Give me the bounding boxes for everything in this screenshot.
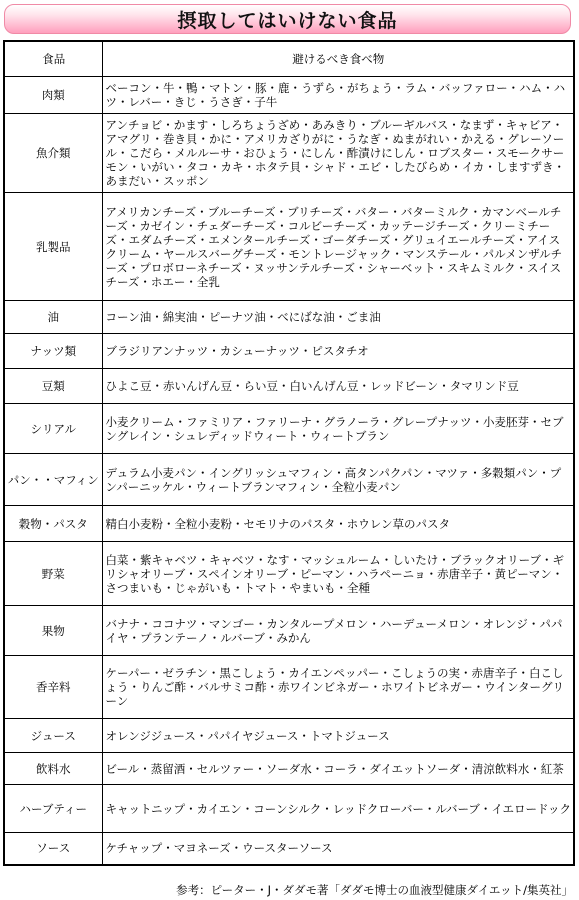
- category-cell: 香辛料: [4, 656, 102, 719]
- table-row: [4, 506, 574, 542]
- table-row: [4, 542, 574, 606]
- table-row: [4, 753, 574, 785]
- category-cell: ハーブティー: [4, 785, 102, 833]
- category-cell: パン・・マフィン: [4, 454, 102, 506]
- items-cell: ビール・蒸留酒・セルツァー・ソーダ水・コーラ・ダイエットソーダ・清涼飲料水・紅茶: [102, 753, 574, 785]
- source-citation: 参考：ピーター・J・ダダモ著「ダダモ博士の血液型健康ダイエット/集英社」: [176, 883, 573, 897]
- items-cell: ベーコン・牛・鴨・マトン・豚・鹿・うずら・がちょう・ラム・バッファロー・ハム・ハツ・レバー・きじ・うさぎ・子牛: [102, 77, 574, 114]
- header-food: 食品: [4, 41, 102, 77]
- category-cell: 穀物・パスタ: [4, 506, 102, 542]
- table-row: [4, 77, 574, 114]
- items-cell: アンチョビ・かます・しろちょうざめ・あみきり・ブルーギルバス・なまず・キャビア・アマグリ・巻き貝・かに・アメリカざりがに・うなぎ・ぬまがれい・かえる・グレーソール・こだら・メルルーサ・おひょう・にしん・酢漬けにしん・ロブスター・スモークサーモン・いがい・タコ・カキ・ホタテ貝・シャド・エビ・したびらめ・イカ・しますずき・あまだい・スッポン: [102, 114, 574, 193]
- category-cell: ナッツ類: [4, 334, 102, 369]
- table-row: [4, 369, 574, 404]
- category-cell: シリアル: [4, 404, 102, 454]
- items-cell: デュラム小麦パン・イングリッシュマフィン・高タンパクパン・マツァ・多穀類パン・プンパーニッケル・ウィートブランマフィン・全粒小麦パン: [102, 454, 574, 506]
- category-cell: 野菜: [4, 542, 102, 606]
- table-row: [4, 334, 574, 369]
- items-cell: ケチャップ・マヨネーズ・ウースターソース: [102, 833, 574, 865]
- category-cell: 乳製品: [4, 193, 102, 301]
- items-cell: 精白小麦粉・全粒小麦粉・セモリナのパスタ・ホウレン草のパスタ: [102, 506, 574, 542]
- items-cell: 小麦クリーム・ファミリア・ファリーナ・グラノーラ・グレープナッツ・小麦胚芽・セブングレイン・シュレディッドウィート・ウィートブラン: [102, 404, 574, 454]
- items-cell: バナナ・ココナツ・マンゴー・カンタループメロン・ハーデューメロン・オレンジ・パパイヤ・プランテーノ・ルバーブ・みかん: [102, 606, 574, 656]
- table-row: [4, 656, 574, 719]
- items-cell: 白菜・紫キャベツ・キャベツ・なす・マッシュルーム・しいたけ・ブラックオリーブ・ギリシャオリーブ・スペインオリーブ・ピーマン・ハラペーニョ・赤唐辛子・黄ピーマン・さつまいも・じゃがいも・トマト・やまいも・全種: [102, 542, 574, 606]
- category-cell: 魚介類: [4, 114, 102, 193]
- items-cell: コーン油・綿実油・ピーナツ油・べにばな油・ごま油: [102, 301, 574, 334]
- table-row: [4, 193, 574, 301]
- category-cell: 果物: [4, 606, 102, 656]
- header-avoid: 避けるべき食べ物: [102, 41, 574, 77]
- category-cell: 飲料水: [4, 753, 102, 785]
- items-cell: ブラジリアンナッツ・カシューナッツ・ピスタチオ: [102, 334, 574, 369]
- items-cell: オレンジジュース・パパイヤジュース・トマトジュース: [102, 719, 574, 753]
- category-cell: 豆類: [4, 369, 102, 404]
- food-table: [3, 40, 575, 866]
- table-row: [4, 606, 574, 656]
- category-cell: ジュース: [4, 719, 102, 753]
- category-cell: 肉類: [4, 77, 102, 114]
- table-row: [4, 719, 574, 753]
- items-cell: ケーパー・ゼラチン・黒こしょう・カイエンペッパー・こしょうの実・赤唐辛子・白こしょう・りんご酢・バルサミコ酢・赤ワインビネガー・ホワイトビネガー・ウインターグリーン: [102, 656, 574, 719]
- table-row: [4, 404, 574, 454]
- table-row: [4, 833, 574, 865]
- category-cell: 油: [4, 301, 102, 334]
- title-banner: [4, 4, 571, 34]
- table-row: [4, 301, 574, 334]
- table-row: [4, 454, 574, 506]
- table-row: [4, 785, 574, 833]
- items-cell: ひよこ豆・赤いんげん豆・らい豆・白いんげん豆・レッドビーン・タマリンド豆: [102, 369, 574, 404]
- items-cell: キャットニップ・カイエン・コーンシルク・レッドクローバー・ルバーブ・イエロードック: [102, 785, 574, 833]
- category-cell: ソース: [4, 833, 102, 865]
- page-title: 摂取してはいけない食品: [177, 9, 398, 32]
- items-cell: アメリカンチーズ・ブルーチーズ・ブリチーズ・バター・バターミルク・カマンベールチーズ・カゼイン・チェダーチーズ・コルビーチーズ・カッテージチーズ・クリーミチーズ・エダムチーズ・エメンタールチーズ・ゴーダチーズ・グリュイエールチーズ・アイスクリーム・ヤールスバーグチーズ・モントレージャック・マンステール・パルメンザルチーズ・プロボローネチーズ・ヌッサンテルチーズ・シャーベット・スキムミルク・スイスチーズ・ホエー・全乳: [102, 193, 574, 301]
- table-row: [4, 114, 574, 193]
- table-header-row: [4, 41, 574, 77]
